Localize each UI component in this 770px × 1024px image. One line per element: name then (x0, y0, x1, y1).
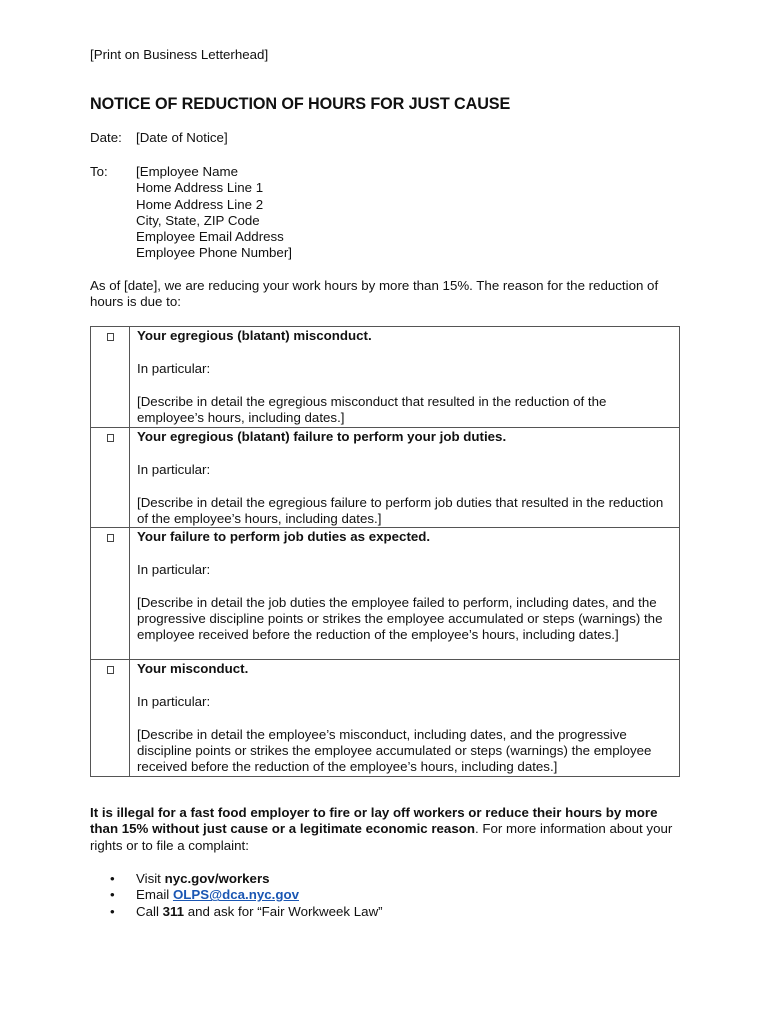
legal-notice-bold: It is illegal for a fast food employer to fire or lay off workers or reduce their hours by more than 15% without just cause or a legitimate economic reason (90, 805, 658, 837)
page-title: NOTICE OF REDUCTION OF HOURS FOR JUST CAUSE (90, 95, 511, 113)
reason-checkbox[interactable] (91, 428, 130, 528)
recipient-line: [Employee Name (136, 164, 238, 179)
reason-description: [Describe in detail the employee’s misconduct, including dates, and the progressive discipline points or strikes the employee accumulated or steps (warnings) the employee received before the reduction of the employee’s hours, including dates.] (137, 726, 652, 775)
recipient-line: Home Address Line 2 (136, 196, 264, 212)
reason-description: [Describe in detail the job duties the employee failed to perform, including dates, and the progressive discipline points or strikes the employee accumulated or steps (warnings) the employee received before the reduction of the employee’s hours, including dates.] (137, 594, 663, 643)
to-label: To: (90, 164, 108, 179)
call-prefix: Call (136, 903, 163, 919)
reason-heading: Your failure to perform job duties as expected. (137, 529, 431, 545)
reason-sub: In particular: (137, 361, 211, 377)
letterhead-note: [Print on Business Letterhead] (90, 47, 269, 62)
reason-row (91, 428, 680, 528)
reason-checkbox[interactable] (91, 327, 130, 428)
call-suffix: and ask for “Fair Workweek Law” (184, 903, 383, 919)
list-item (110, 887, 383, 903)
bullet-icon: • (110, 887, 115, 903)
email-prefix: Email (136, 887, 173, 903)
intro-paragraph: As of [date], we are reducing your work hours by more than 15%. The reason for the reduction of hours is due to: (90, 278, 659, 310)
visit-prefix: Visit (136, 871, 165, 886)
reason-content (130, 327, 680, 428)
reason-checkbox[interactable] (91, 528, 130, 660)
reason-sub: In particular: (137, 562, 211, 578)
checkbox-icon[interactable] (107, 666, 114, 674)
reason-content (130, 660, 680, 776)
reason-heading: Your egregious (blatant) misconduct. (137, 328, 372, 343)
reason-content (130, 528, 680, 660)
contact-list (110, 871, 383, 920)
recipient-line: Home Address Line 1 (136, 180, 264, 196)
recipient-line: Employee Email Address (136, 229, 284, 245)
reasons-table (90, 326, 680, 777)
reason-description: [Describe in detail the egregious failure to perform job duties that resulted in the reduction of the employee’s hours, including dates.] (137, 494, 664, 526)
date-label: Date: (90, 130, 122, 145)
date-row (90, 130, 228, 145)
reason-row (91, 327, 680, 428)
reason-heading: Your misconduct. (137, 661, 249, 677)
legal-notice-rest: . For more information about your rights or to file a complaint: (90, 821, 673, 853)
checkbox-icon[interactable] (107, 333, 114, 341)
list-item (110, 904, 383, 920)
reason-content (130, 428, 680, 528)
phone-number: 311 (162, 903, 185, 919)
reason-heading: Your egregious (blatant) failure to perform your job duties. (137, 429, 507, 444)
recipient-line: Employee Phone Number] (136, 245, 292, 261)
bullet-icon: • (110, 903, 115, 919)
recipient-address (136, 164, 292, 262)
reason-row (91, 660, 680, 776)
recipient-line: City, State, ZIP Code (136, 212, 260, 228)
reason-sub: In particular: (137, 694, 211, 710)
reason-checkbox[interactable] (91, 660, 130, 776)
date-value: [Date of Notice] (136, 130, 228, 145)
reason-sub: In particular: (137, 462, 211, 478)
website-text: nyc.gov/workers (164, 871, 270, 886)
legal-notice (90, 805, 680, 854)
email-link[interactable]: OLPS@dca.nyc.gov (172, 887, 299, 903)
reason-row (91, 528, 680, 660)
reason-description: [Describe in detail the egregious misconduct that resulted in the reduction of the employee’s hours, including dates.] (137, 393, 607, 425)
bullet-icon: • (110, 871, 115, 886)
checkbox-icon[interactable] (107, 534, 114, 542)
list-item (110, 871, 383, 887)
checkbox-icon[interactable] (107, 434, 114, 442)
